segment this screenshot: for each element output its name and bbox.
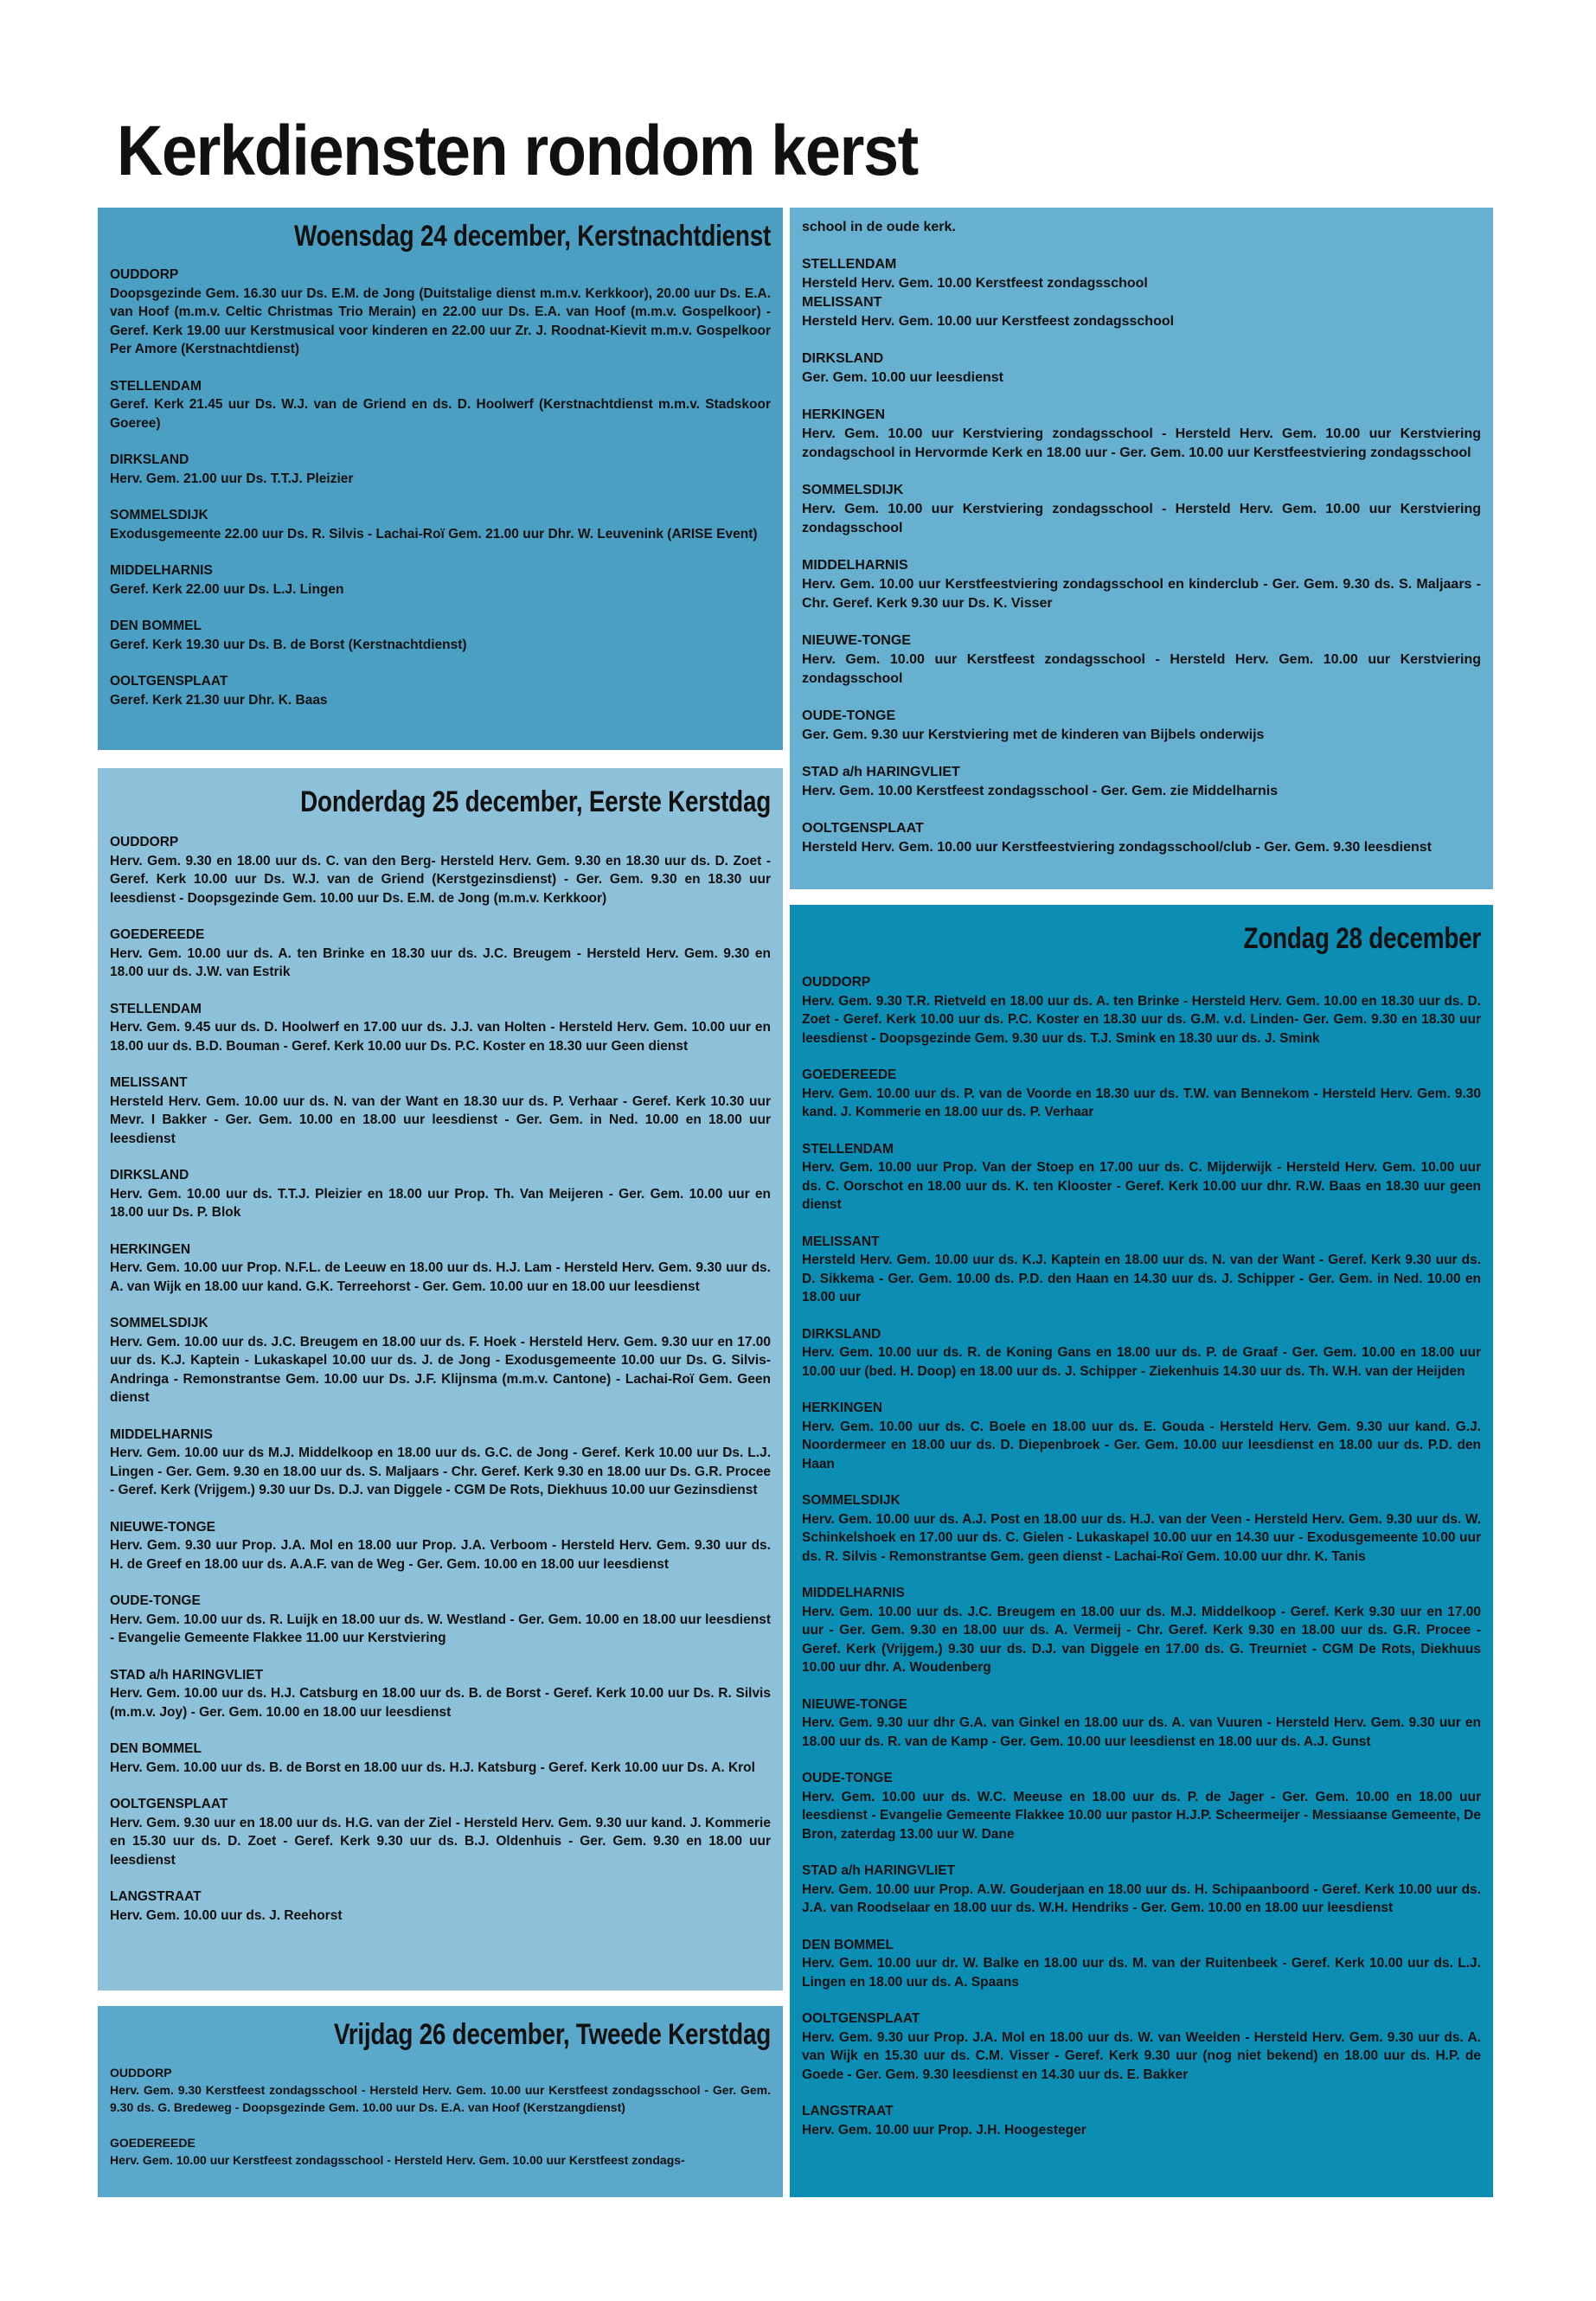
- list-item: [110, 833, 771, 907]
- service-text: Herv. Gem. 10.00 uur ds. P. van de Voorde en 18.30 uur ds. T.W. van Bennekom - Hersteld Herv. Gem. 9.30 kand. J. Kommerie en 18.00 uur ds. P. Verhaar: [802, 1086, 1481, 1119]
- section-heading: Vrijdag 26 december, Tweede Kerstdag: [333, 2018, 771, 2051]
- list-item: [802, 2009, 1481, 2084]
- list-item: [802, 1695, 1481, 1752]
- location-name: DEN BOMMEL: [802, 1937, 894, 1952]
- location-name: OOLTGENSPLAAT: [110, 674, 228, 689]
- location-name: STELLENDAM: [110, 378, 202, 394]
- list-item: [110, 1166, 771, 1222]
- list-item: [110, 451, 771, 488]
- location-name: SOMMELSDIJK: [802, 483, 904, 497]
- location-name: MELISSANT: [802, 1234, 880, 1249]
- service-text: Geref. Kerk 19.30 uur Ds. B. de Borst (Kerstnachtdienst): [110, 637, 467, 652]
- service-text: Herv. Gem. 9.30 Kerstfeest zondagsschool - Hersteld Herv. Gem. 10.00 uur Kerstfeest zondagsschool - Ger. Gem. 9.30 ds. G. Bredeweg - Doopsgezinde Gem. 10.00 uur Ds. E.A. van Hoof (Kerstzangdienst): [110, 2083, 771, 2114]
- section-zondag: [790, 905, 1493, 2197]
- service-text: Hersteld Herv. Gem. 10.00 Kerstfeest zondagsschool: [802, 276, 1148, 291]
- list-item: [802, 1491, 1481, 1566]
- service-text: Geref. Kerk 21.45 uur Ds. W.J. van de Griend en ds. D. Hoolwerf (Kerstnachtdienst m.m.v. Stadskoor Goeree): [110, 397, 771, 431]
- service-text: Herv. Gem. 10.00 uur Prop. J.H. Hoogesteger: [802, 2122, 1086, 2138]
- service-text: Herv. Gem. 9.30 uur Prop. J.A. Mol en 18.00 uur Prop. J.A. Verboom - Hersteld Herv. Gem. 9.30 uur ds. H. de Greef en 18.00 uur ds. A.A.F. van de Weg - Ger. Gem. 10.00 en 18.00 uur leesdienst: [110, 1538, 771, 1572]
- location-name: HERKINGEN: [802, 407, 886, 422]
- service-text: Ger. Gem. 10.00 uur leesdienst: [802, 370, 1003, 385]
- location-name: STELLENDAM: [802, 257, 897, 272]
- service-text: Exodusgemeente 22.00 uur Ds. R. Silvis - Lachai-Roï Gem. 21.00 uur Dhr. W. Leuvenink (ARISE Event): [110, 526, 758, 542]
- location-name: GOEDEREEDE: [110, 927, 205, 942]
- location-name: LANGSTRAAT: [802, 2104, 894, 2118]
- location-name: HERKINGEN: [802, 1400, 883, 1415]
- location-name: SOMMELSDIJK: [110, 1316, 208, 1330]
- section-vrijdag-continued: [790, 208, 1493, 889]
- service-text: Herv. Gem. 21.00 uur Ds. T.T.J. Pleizier: [110, 471, 354, 486]
- service-text: Herv. Gem. 10.00 uur Kerstviering zondagsschool - Hersteld Herv. Gem. 10.00 uur Kerstviering zondagschool in Hervormde Kerk en 18.00 uur - Ger. Gem. 10.00 uur Kerstfeestviering zondagsschool: [802, 426, 1481, 460]
- service-text: Ger. Gem. 9.30 uur Kerstviering met de kinderen van Bijbels onderwijs: [802, 727, 1265, 742]
- location-name: MIDDELHARNIS: [110, 563, 213, 578]
- list-item: [110, 561, 771, 599]
- location-name: NIEUWE-TONGE: [802, 633, 911, 648]
- service-text: Herv. Gem. 10.00 uur ds M.J. Middelkoop en 18.00 uur ds. G.C. de Jong - Geref. Kerk 10.00 uur Ds. L.J. Lingen - Ger. Gem. 9.30 en 18.00 uur ds. S. Maljaars - Chr. Geref. Kerk 9.30 en 18.00 uur Ds. G.R. Procee - Geref. Kerk (Vrijgem.) 9.30 uur Ds. D.J. van Diggele - CGM De Rots, Diekhuus 10.00 uur Gezinsdienst: [110, 1445, 771, 1497]
- list-item: [802, 1769, 1481, 1843]
- location-name: OUDDORP: [110, 835, 179, 849]
- entry-list: [110, 833, 771, 1925]
- service-text: Herv. Gem. 10.00 uur Prop. A.W. Gouderjaan en 18.00 uur ds. H. Schipaanboord - Geref. Kerk 10.00 uur ds. J.A. van Roodselaar en 18.00 uur ds. W.H. Hendriks - Ger. Gem. 10.00 en 18.00 uur leesdienst: [802, 1881, 1481, 1915]
- location-name: OUDDORP: [110, 2066, 172, 2080]
- list-item: [802, 1066, 1481, 1122]
- service-text: Geref. Kerk 22.00 uur Ds. L.J. Lingen: [110, 581, 344, 597]
- entry-list: [110, 266, 771, 709]
- service-text: Herv. Gem. 10.00 uur ds. R. de Koning Gans en 18.00 uur ds. P. de Graaf - Ger. Gem. 10.00 en 18.00 uur 10.00 uur (bed. H. Doop) en 18.00 uur ds. J. Schipper - Ziekenhuis 14.30 uur ds. Th. W.H. van der Heijden: [802, 1345, 1481, 1379]
- service-text: Herv. Gem. 10.00 uur ds. A. ten Brinke en 18.30 uur ds. J.C. Breugem - Hersteld Herv. Gem. 9.30 en 18.00 uur ds. J.W. van Estrik: [110, 945, 771, 979]
- list-item: [802, 255, 1481, 293]
- location-name: MELISSANT: [110, 1075, 188, 1090]
- list-item: [110, 1795, 771, 1869]
- section-heading: Zondag 28 december: [1243, 922, 1481, 955]
- service-text: Herv. Gem. 10.00 uur ds. W.C. Meeuse en 18.00 uur ds. P. de Jager - Ger. Gem. 10.00 en 18.00 uur leesdienst - Evangelie Gemeente Flakkee 10.00 uur pastor H.J.P. Scheermeijer - Messiaanse Gemeente, De Bron, zaterdag 13.00 uur W. Dane: [802, 1789, 1481, 1842]
- service-text: Hersteld Herv. Gem. 10.00 uur Kerstfeest zondagsschool: [802, 314, 1175, 329]
- service-text: Herv. Gem. 9.30 uur Prop. J.A. Mol en 18.00 uur ds. W. van Weelden - Hersteld Herv. Gem. 9.30 uur ds. A. van Wijk en 15.30 uur ds. C.M. Visser - Geref. Kerk 9.30 uur (nog niet bekend) en 18.00 uur ds. H.P. de Goede - Ger. Gem. 9.30 leesdienst en 14.30 uur ds. E. Bakker: [802, 2029, 1481, 2082]
- location-name: LANGSTRAAT: [110, 1889, 202, 1904]
- section-heading: Donderdag 25 december, Eerste Kerstdag: [300, 785, 771, 818]
- service-text: Herv. Gem. 10.00 uur ds. T.T.J. Pleizier en 18.00 uur Prop. Th. Van Meijeren - Ger. Gem. 10.00 uur en 18.00 uur Ds. P. Blok: [110, 1186, 771, 1220]
- service-text: Herv. Gem. 9.30 uur dhr G.A. van Ginkel en 18.00 uur ds. A. van Vuuren - Hersteld Herv. Gem. 9.30 uur en 18.00 uur ds. R. van de Kamp - Ger. Gem. 10.00 uur leesdienst en 18.00 uur ds. A.J. Gunst: [802, 1715, 1481, 1749]
- list-item: [802, 406, 1481, 463]
- list-item: [110, 1666, 771, 1722]
- service-text: Herv. Gem. 9.30 uur en 18.00 uur ds. H.G. van der Ziel - Hersteld Herv. Gem. 9.30 uur kand. J. Kommerie en 15.30 uur ds. D. Zoet - Geref. Kerk 9.30 uur ds. B.J. Oldenhuis - Ger. Gem. 9.30 en 18.00 uur leesdienst: [110, 1815, 771, 1868]
- list-item: [110, 1074, 771, 1148]
- location-name: STELLENDAM: [802, 1141, 894, 1157]
- list-item: [802, 631, 1481, 689]
- list-item: [110, 377, 771, 433]
- list-item: [802, 819, 1481, 857]
- location-name: STAD a/h HARINGVLIET: [802, 1863, 956, 1878]
- page-title: Kerkdiensten rondom kerst: [117, 112, 918, 190]
- location-name: OOLTGENSPLAAT: [110, 1797, 228, 1811]
- service-text: Herv. Gem. 10.00 uur Kerstfeestviering zondagsschool en kinderclub - Ger. Gem. 9.30 ds. S. Maljaars - Chr. Geref. Kerk 9.30 uur Ds. K. Visser: [802, 577, 1481, 611]
- service-text: Herv. Gem. 10.00 uur ds. C. Boele en 18.00 uur ds. E. Gouda - Hersteld Herv. Gem. 9.30 uur kand. G.J. Noordermeer en 18.00 uur ds. D. Diepenbroek - Ger. Gem. 10.00 uur leesdienst en 18.00 uur ds. P.D. den Haan: [802, 1419, 1481, 1471]
- list-item: [802, 556, 1481, 613]
- location-name: OUDE-TONGE: [802, 1771, 893, 1785]
- location-name: NIEUWE-TONGE: [110, 1519, 215, 1535]
- continued-text: school in de oude kerk.: [802, 220, 956, 234]
- list-item: [802, 293, 1481, 331]
- location-name: NIEUWE-TONGE: [802, 1696, 907, 1712]
- list-item: [802, 1399, 1481, 1473]
- location-name: DEN BOMMEL: [110, 619, 202, 633]
- location-name: OUDDORP: [802, 975, 871, 990]
- service-text: Herv. Gem. 10.00 uur Kerstfeest zondagsschool - Hersteld Herv. Gem. 10.00 uur Kerstviering zondagsschool: [802, 652, 1481, 686]
- entry-list: [802, 255, 1481, 857]
- list-item: [110, 926, 771, 982]
- list-item: [802, 481, 1481, 538]
- location-name: MIDDELHARNIS: [110, 1426, 213, 1442]
- location-name: DIRKSLAND: [110, 1168, 189, 1183]
- service-text: Hersteld Herv. Gem. 10.00 uur ds. K.J. Kaptein en 18.00 uur ds. N. van der Want - Geref. Kerk 9.30 uur ds. D. Sikkema - Ger. Gem. 10.00 ds. P.D. den Haan en 14.30 uur ds. J. Schipper - Ger. Gem. in Ned. 10.00 en 18.00 uur: [802, 1253, 1481, 1304]
- section-vrijdag: [98, 2006, 783, 2197]
- service-text: Herv. Gem. 10.00 uur ds. R. Luijk en 18.00 uur ds. W. Westland - Ger. Gem. 10.00 en 18.00 uur leesdienst - Evangelie Gemeente Flakkee 11.00 uur Kerstviering: [110, 1612, 771, 1645]
- section-donderdag: [98, 768, 783, 1990]
- service-text: Herv. Gem. 10.00 uur ds. A.J. Post en 18.00 uur ds. H.J. van der Veen - Hersteld Herv. Gem. 9.30 uur ds. W. Schinkelshoek en 17.00 uur ds. C. Gielen - Lukaskapel 10.00 uur en 14.30 uur - Exodusgemeente 10.00 uur ds. R. Silvis - Remonstrantse Gem. geen dienst - Lachai-Roï Gem. 10.00 uur dhr. K. Tanis: [802, 1511, 1481, 1564]
- location-name: MIDDELHARNIS: [802, 1586, 905, 1600]
- list-item: [110, 1518, 771, 1574]
- list-item: [802, 763, 1481, 801]
- list-item: [110, 1314, 771, 1407]
- location-name: STAD a/h HARINGVLIET: [802, 765, 960, 779]
- service-text: Herv. Gem. 10.00 uur ds. J.C. Breugem en 18.00 uur ds. F. Hoek - Hersteld Herv. Gem. 9.30 uur en 17.00 uur ds. K.J. Kaptein - Lukaskapel 10.00 uur ds. J. de Jong - Exodusgemeente 10.00 uur Ds. G. Silvis-Andringa - Remonstrantse Gem. 10.00 uur Ds. J.F. Klijnsma (m.m.v. Cantone) - Lachai-Roï Gem. Geen dienst: [110, 1334, 771, 1405]
- service-text: Hersteld Herv. Gem. 10.00 uur ds. N. van der Want en 18.30 uur ds. P. Verhaar - Geref. Kerk 10.30 uur Mevr. I Bakker - Ger. Gem. 10.00 en 18.00 uur leesdienst - Ger. Gem. in Ned. 10.00 en 18.00 uur leesdienst: [110, 1093, 771, 1146]
- location-name: OOLTGENSPLAAT: [802, 821, 924, 836]
- section-woensdag: [98, 208, 783, 750]
- location-name: MIDDELHARNIS: [802, 558, 908, 573]
- service-text: Doopsgezinde Gem. 16.30 uur Ds. E.M. de Jong (Duitstalige dienst m.m.v. Kerkkoor), 20.00 uur Ds. E.A. van Hoof (m.m.v. Celtic Christmas Trio Merain) en 22.00 uur Ds. E.A. van Hoof (m.m.v. Gospelkoor) - Geref. Kerk 19.00 uur Kerstmusical voor kinderen en 22.00 uur Zr. J. Roodnat-Kievit m.m.v. Gospelkoor Per Amore (Kerstnachtdienst): [110, 285, 771, 356]
- service-text: Hersteld Herv. Gem. 10.00 uur Kerstfeestviering zondagsschool/club - Ger. Gem. 9.30 leesdienst: [802, 840, 1432, 855]
- list-item: [110, 1000, 771, 1056]
- list-item: [802, 1233, 1481, 1307]
- service-text: Herv. Gem. 9.30 en 18.00 uur ds. C. van den Berg- Hersteld Herv. Gem. 9.30 en 18.30 uur ds. D. Zoet - Geref. Kerk 10.00 uur Ds. W.J. van de Griend (Kerstgezinsdienst) - Ger. Gem. 9.30 en 18.30 uur leesdienst - Doopsgezinde Gem. 10.00 uur Ds. E.M. de Jong (m.m.v. Kerkkoor): [110, 853, 771, 906]
- service-text: Herv. Gem. 10.00 uur Prop. N.F.L. de Leeuw en 18.00 uur ds. H.J. Lam - Hersteld Herv. Gem. 9.30 uur ds. A. van Wijk en 18.00 uur kand. G.K. Terreehorst - Ger. Gem. 10.00 uur en 18.00 uur leesdienst: [110, 1260, 771, 1294]
- list-item: [802, 1862, 1481, 1918]
- location-name: MELISSANT: [802, 295, 882, 310]
- location-name: HERKINGEN: [110, 1241, 191, 1257]
- list-item: [110, 1240, 771, 1297]
- list-item: [110, 672, 771, 709]
- location-name: STAD a/h HARINGVLIET: [110, 1667, 264, 1682]
- location-name: SOMMELSDIJK: [110, 508, 208, 522]
- service-text: Herv. Gem. 10.00 uur ds. J.C. Breugem en 18.00 uur ds. M.J. Middelkoop - Geref. Kerk 9.30 uur en 17.00 uur - Ger. Gem. 9.30 en 18.00 uur ds. A. Vermeij - Chr. Geref. Kerk 9.30 en 18.00 uur ds. G.R. Procee - Geref. Kerk (Vrijgem.) 9.30 uur ds. D.J. van Diggele en 17.00 ds. G. Treurniet - CGM De Rots, Diekhuus 10.00 uur dhr. A. Woudenberg: [802, 1604, 1481, 1675]
- entry-list: [110, 2064, 771, 2169]
- service-text: Herv. Gem. 10.00 Kerstfeest zondagsschool - Ger. Gem. zie Middelharnis: [802, 784, 1279, 798]
- entry-list: [802, 973, 1481, 2139]
- location-name: DIRKSLAND: [802, 351, 884, 366]
- service-text: Herv. Gem. 10.00 uur Prop. Van der Stoep en 17.00 uur ds. C. Mijderwijk - Hersteld Herv. Gem. 10.00 uur ds. C. Oorschot en 18.00 uur ds. K. ten Klooster - Geref. Kerk 10.00 uur dhr. R.W. Baas en 18.30 uur geen dienst: [802, 1160, 1481, 1212]
- location-name: OUDDORP: [110, 267, 179, 282]
- location-name: DIRKSLAND: [110, 452, 189, 467]
- location-name: OUDE-TONGE: [802, 708, 896, 723]
- list-item: [110, 1740, 771, 1777]
- service-text: Herv. Gem. 9.45 uur ds. D. Hoolwerf en 17.00 uur ds. J.J. van Holten - Hersteld Herv. Gem. 10.00 uur en 18.00 uur ds. B.D. Bouman - Geref. Kerk 10.00 uur Ds. P.C. Koster en 18.30 uur Geen dienst: [110, 1020, 771, 1054]
- list-item: [110, 506, 771, 543]
- service-text: Herv. Gem. 9.30 T.R. Rietveld en 18.00 uur ds. A. ten Brinke - Hersteld Herv. Gem. 10.00 en 18.30 uur ds. D. Zoet - Geref. Kerk 10.00 uur ds. P.C. Koster en 18.30 uur ds. G.M. v.d. Linden- Ger. Gem. 9.30 en 18.30 uur leesdienst - Doopsgezinde Gem. 9.30 uur ds. T.J. Smink en 18.30 uur ds. J. Smink: [802, 993, 1481, 1046]
- list-item: [110, 2064, 771, 2116]
- list-item: [802, 349, 1481, 388]
- service-text: Herv. Gem. 10.00 uur Kerstfeest zondagsschool - Hersteld Herv. Gem. 10.00 uur Kerstfeest zondags-: [110, 2153, 685, 2167]
- location-name: STELLENDAM: [110, 1001, 202, 1016]
- section-heading: Woensdag 24 december, Kerstnachtdienst: [293, 220, 771, 253]
- location-name: GOEDEREEDE: [110, 2136, 195, 2150]
- list-item: [802, 1936, 1481, 1992]
- location-name: OUDE-TONGE: [110, 1593, 201, 1608]
- list-item: [110, 1888, 771, 1925]
- list-item: [802, 1325, 1481, 1381]
- list-item: [802, 973, 1481, 1048]
- service-text: Herv. Gem. 10.00 uur ds. J. Reehorst: [110, 1907, 343, 1923]
- list-item: [802, 2102, 1481, 2139]
- location-name: GOEDEREEDE: [802, 1067, 897, 1082]
- service-text: Herv. Gem. 10.00 uur Kerstviering zondagsschool - Hersteld Herv. Gem. 10.00 uur Kerstviering zondagsschool: [802, 502, 1481, 535]
- location-name: DEN BOMMEL: [110, 1741, 202, 1756]
- list-item: [802, 1584, 1481, 1677]
- service-text: Herv. Gem. 10.00 uur ds. H.J. Catsburg en 18.00 uur ds. B. de Borst - Geref. Kerk 10.00 uur Ds. R. Silvis (m.m.v. Joy) - Ger. Gem. 10.00 en 18.00 uur leesdienst: [110, 1686, 771, 1720]
- location-name: OOLTGENSPLAAT: [802, 2011, 920, 2026]
- list-item: [110, 617, 771, 654]
- list-item: [110, 1426, 771, 1500]
- location-name: DIRKSLAND: [802, 1326, 881, 1342]
- service-text: Geref. Kerk 21.30 uur Dhr. K. Baas: [110, 692, 328, 708]
- service-text: Herv. Gem. 10.00 uur ds. B. de Borst en 18.00 uur ds. H.J. Katsburg - Geref. Kerk 10.00 uur Ds. A. Krol: [110, 1759, 755, 1775]
- list-item: [110, 266, 771, 359]
- list-item: [802, 707, 1481, 745]
- location-name: SOMMELSDIJK: [802, 1493, 901, 1508]
- list-item: [110, 1592, 771, 1648]
- service-text: Herv. Gem. 10.00 uur dr. W. Balke en 18.00 uur ds. M. van der Ruitenbeek - Geref. Kerk 10.00 uur ds. L.J. Lingen en 18.00 uur ds. A. Spaans: [802, 1956, 1481, 1990]
- list-item: [110, 2134, 771, 2169]
- list-item: [802, 1140, 1481, 1215]
